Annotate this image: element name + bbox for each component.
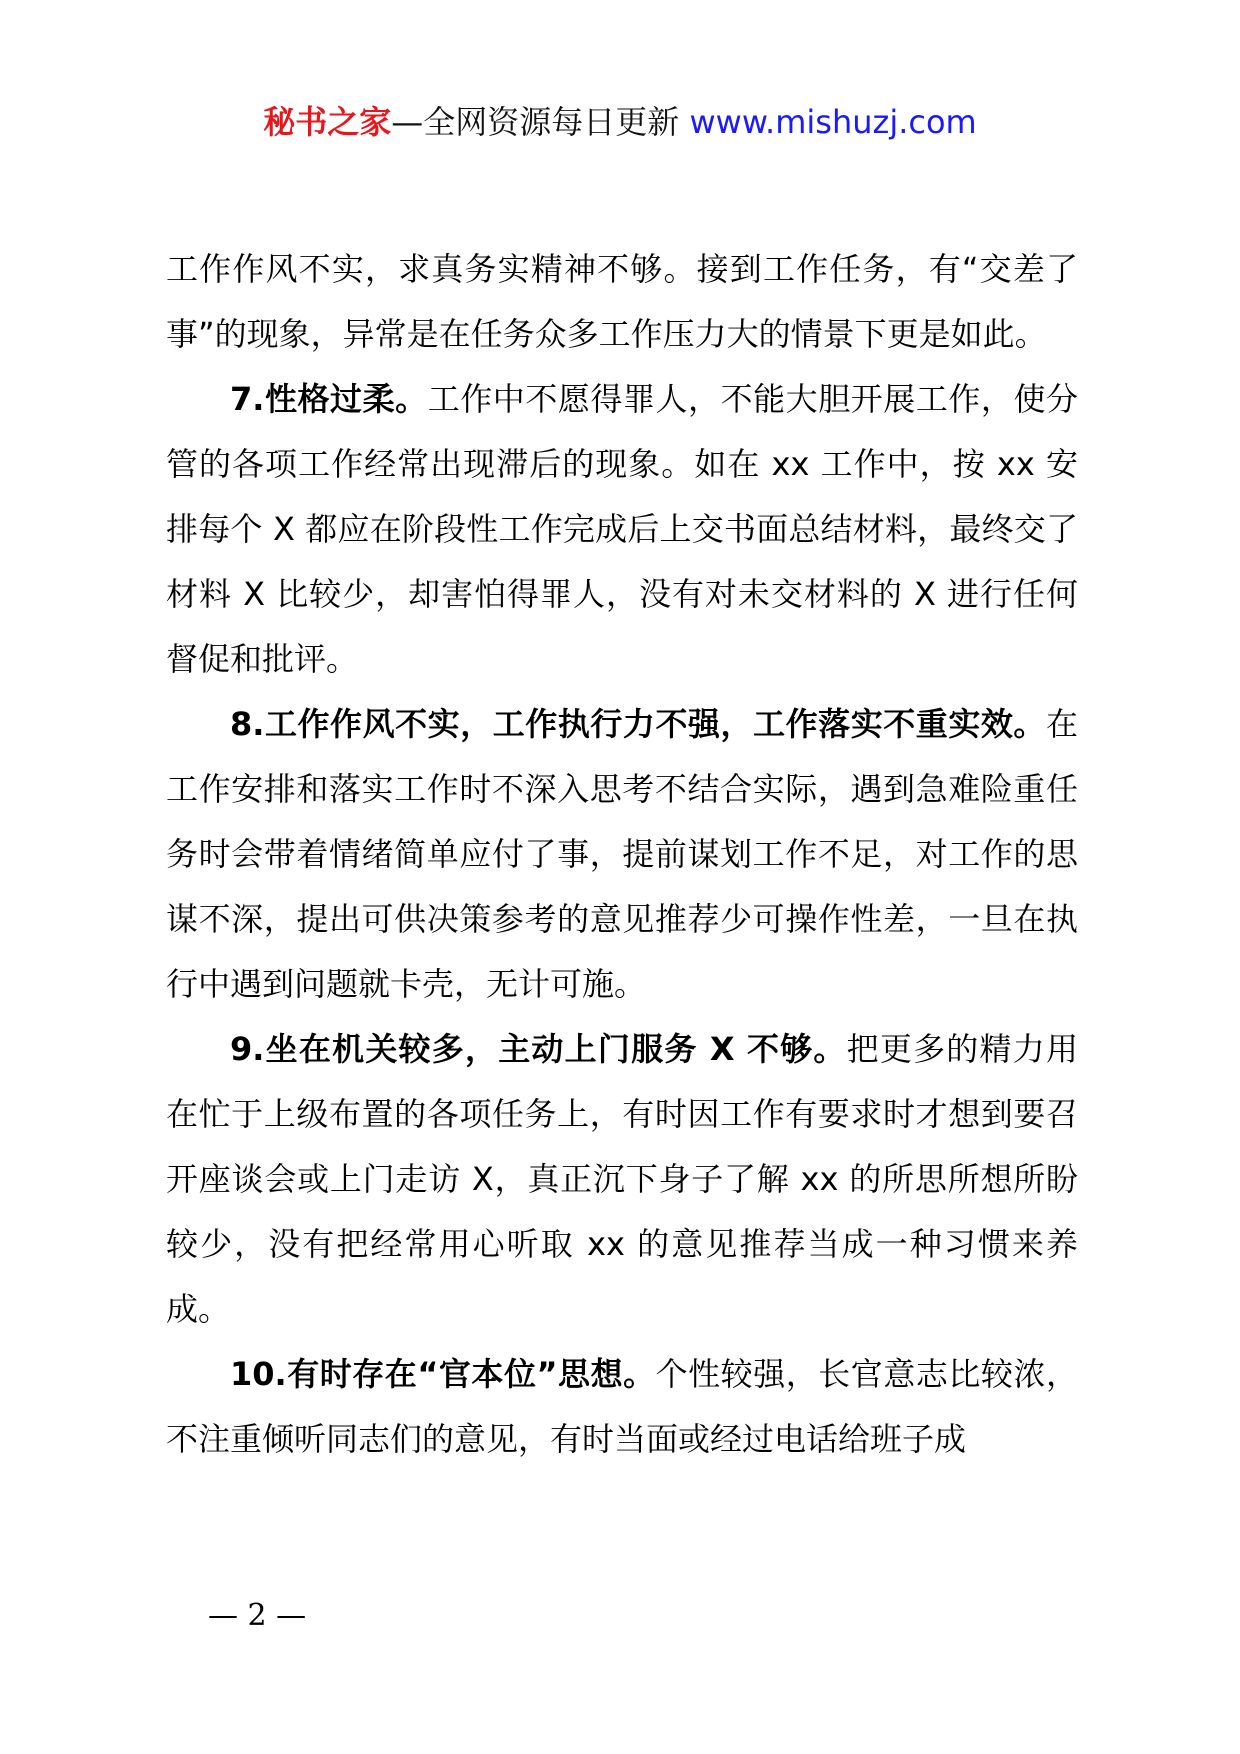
- item-9-paragraph: [166, 1017, 1078, 1342]
- header-brand: 秘书之家: [263, 103, 392, 141]
- item-8-heading: 8.工作作风不实，工作执行力不强，工作落实不重实效。: [230, 705, 1046, 743]
- item-10-paragraph: [166, 1342, 1078, 1472]
- page-header: [0, 100, 1240, 144]
- document-body: [166, 237, 1078, 1472]
- item-9-heading: 9.坐在机关较多，主动上门服务 X 不够。: [230, 1030, 847, 1068]
- intro-paragraph: 工作作风不实，求真务实精神不够。接到工作任务，有“交差了事”的现象，异常是在任务众多工作压力大的情景下更是如此。: [166, 250, 1078, 353]
- item-7-paragraph: [166, 367, 1078, 692]
- item-9-text: 把更多的精力用在忙于上级布置的各项任务上，有时因工作有要求时才想到要召开座谈会或上门走访 X，真正沉下身子了解 xx 的所思所想所盼较少，没有把经常用心听取 xx 的意见推荐当成一种习惯来养成。: [166, 1030, 1078, 1328]
- item-8-text: 在工作安排和落实工作时不深入思考不结合实际，遇到急难险重任务时会带着情绪简单应付了事，提前谋划工作不足，对工作的思谋不深，提出可供决策参考的意见推荐少可操作性差，一旦在执行中遇到问题就卡壳，无计可施。: [166, 705, 1078, 1003]
- item-8-paragraph: [166, 692, 1078, 1017]
- header-tagline: —全网资源每日更新: [391, 103, 690, 141]
- item-10-text: 个性较强，长官意志比较浓，不注重倾听同志们的意见，有时当面或经过电话给班子成: [166, 1355, 1078, 1458]
- item-7-text: 工作中不愿得罪人，不能大胆开展工作，使分管的各项工作经常出现滞后的现象。如在 xx 工作中，按 xx 安排每个 X 都应在阶段性工作完成后上交书面总结材料，最终交了材料 X 比较少，却害怕得罪人，没有对未交材料的 X 进行任何督促和批评。: [166, 380, 1078, 678]
- header-url-link[interactable]: www.mishuzj.com: [689, 103, 977, 141]
- item-7-heading: 7.性格过柔。: [230, 380, 428, 418]
- item-10-heading: 10.有时存在“官本位”思想。: [230, 1355, 656, 1393]
- page-number: — 2 —: [208, 1598, 307, 1633]
